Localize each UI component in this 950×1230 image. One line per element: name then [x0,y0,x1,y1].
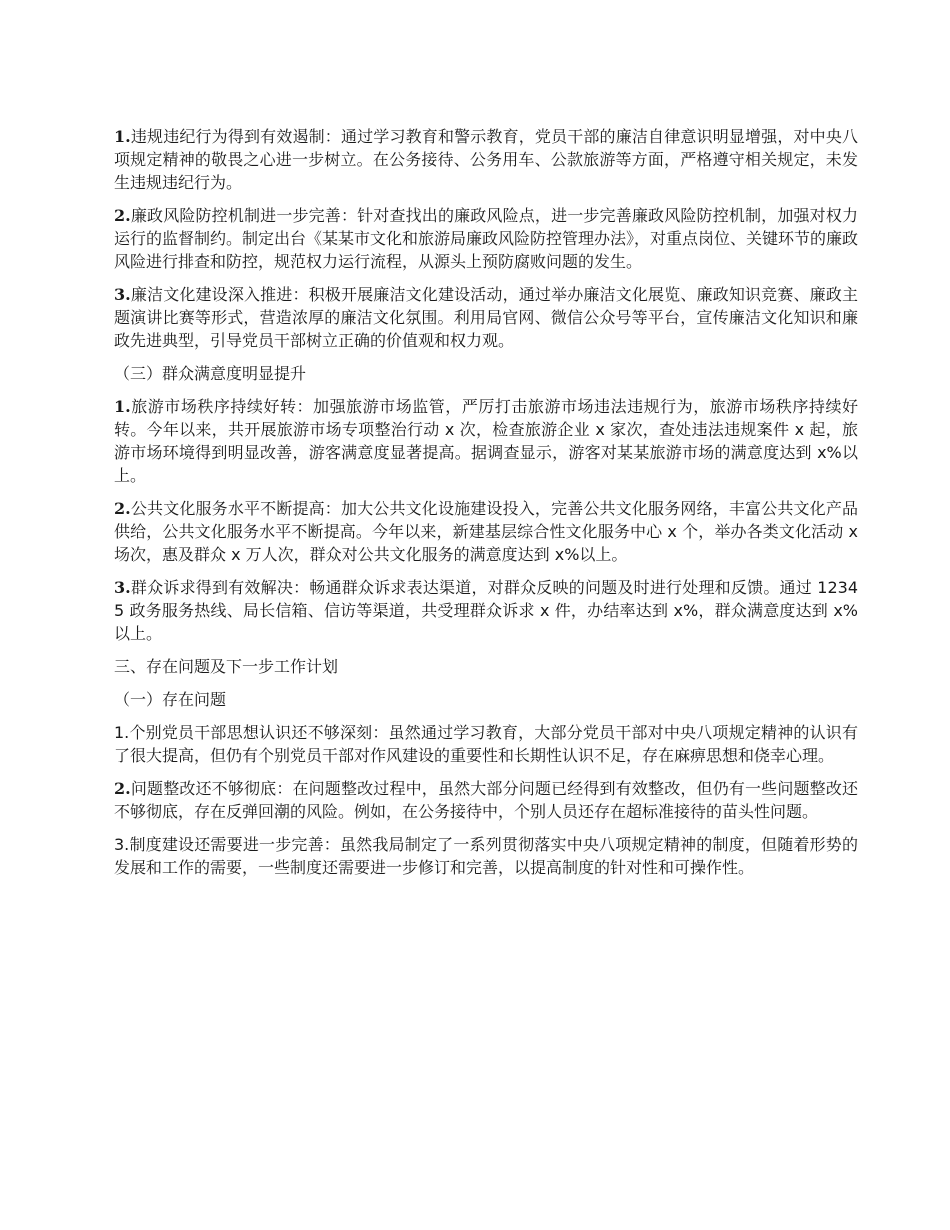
paragraph-violations-curbed [114,125,858,194]
item-number: 3. [114,285,131,304]
paragraph-text: 旅游市场秩序持续好转：加强旅游市场监管，严厉打击旅游市场违法违规行为，旅游市场秩序持续好转。今年以来，共开展旅游市场专项整治行动 x 次，检查旅游企业 x 家次，查处违法违规案件 x 起，旅游市场环境得到明显改善，游客满意度显著提高。据调查显示，游客对某某旅游市场的满意度达到 x%以上。 [114,397,858,485]
item-number: 3. [114,835,130,854]
paragraph-text: 问题整改还不够彻底：在问题整改过程中，虽然大部分问题已经得到有效整改，但仍有一些问题整改还不够彻底，存在反弹回潮的风险。例如，在公务接待中，个别人员还存在超标准接待的苗头性问题。 [114,779,858,821]
item-number: 3. [114,578,131,597]
section-heading-satisfaction: （三）群众满意度明显提升 [114,364,307,383]
paragraph-risk-control [114,204,858,273]
paragraph-text: 群众诉求得到有效解决：畅通群众诉求表达渠道，对群众反映的问题及时进行处理和反馈。通过 12345 政务服务热线、局长信箱、信访等渠道，共受理群众诉求 x 件，办结率达到 x%，群众满意度达到 x%以上。 [114,578,858,643]
item-number: 2. [114,206,131,225]
subsection-heading-problems: （一）存在问题 [114,690,227,709]
paragraph-text: 廉政风险防控机制进一步完善：针对查找出的廉政风险点，进一步完善廉政风险防控机制，加强对权力运行的监督制约。制定出台《某某市文化和旅游局廉政风险防控管理办法》，对重点岗位、关键环节的廉政风险进行排查和防控，规范权力运行流程，从源头上预防腐败问题的发生。 [114,206,859,271]
paragraph-tourism-market [114,395,858,487]
item-number: 2. [114,499,131,518]
paragraph-text: 违规违纪行为得到有效遏制：通过学习教育和警示教育，党员干部的廉洁自律意识明显增强，对中央八项规定精神的敬畏之心进一步树立。在公务接待、公务用车、公款旅游等方面，严格遵守相关规定，未发生违规违纪行为。 [114,127,858,192]
item-number: 1. [114,127,131,146]
paragraph-awareness [114,721,858,767]
paragraph-text: 个别党员干部思想认识还不够深刻：虽然通过学习教育，大部分党员干部对中央八项规定精神的认识有了很大提高，但仍有个别党员干部对作风建设的重要性和长期性认识不足，存在麻痹思想和侥幸心理。 [114,723,858,765]
item-number: 1. [114,397,131,416]
item-number: 2. [114,779,131,798]
paragraph-system-building [114,833,858,879]
paragraph-public-culture [114,497,858,566]
item-number: 1. [114,723,130,742]
paragraph-integrity-culture [114,283,858,352]
paragraph-text: 公共文化服务水平不断提高：加大公共文化设施建设投入，完善公共文化服务网络，丰富公共文化产品供给，公共文化服务水平不断提高。今年以来，新建基层综合性文化服务中心 x 个，举办各类文化活动 x 场次，惠及群众 x 万人次，群众对公共文化服务的满意度达到 x%以上。 [114,499,858,564]
document-body [114,125,858,889]
section-heading-problems-plan: 三、存在问题及下一步工作计划 [114,657,339,676]
paragraph-public-appeals [114,576,858,645]
paragraph-text: 廉洁文化建设深入推进：积极开展廉洁文化建设活动，通过举办廉洁文化展览、廉政知识竞赛、廉政主题演讲比赛等形式，营造浓厚的廉洁文化氛围。利用局官网、微信公众号等平台，宣传廉洁文化知识和廉政先进典型，引导党员干部树立正确的价值观和权力观。 [114,285,858,350]
paragraph-rectification [114,777,858,823]
paragraph-text: 制度建设还需要进一步完善：虽然我局制定了一系列贯彻落实中央八项规定精神的制度，但随着形势的发展和工作的需要，一些制度还需要进一步修订和完善，以提高制度的针对性和可操作性。 [114,835,858,877]
